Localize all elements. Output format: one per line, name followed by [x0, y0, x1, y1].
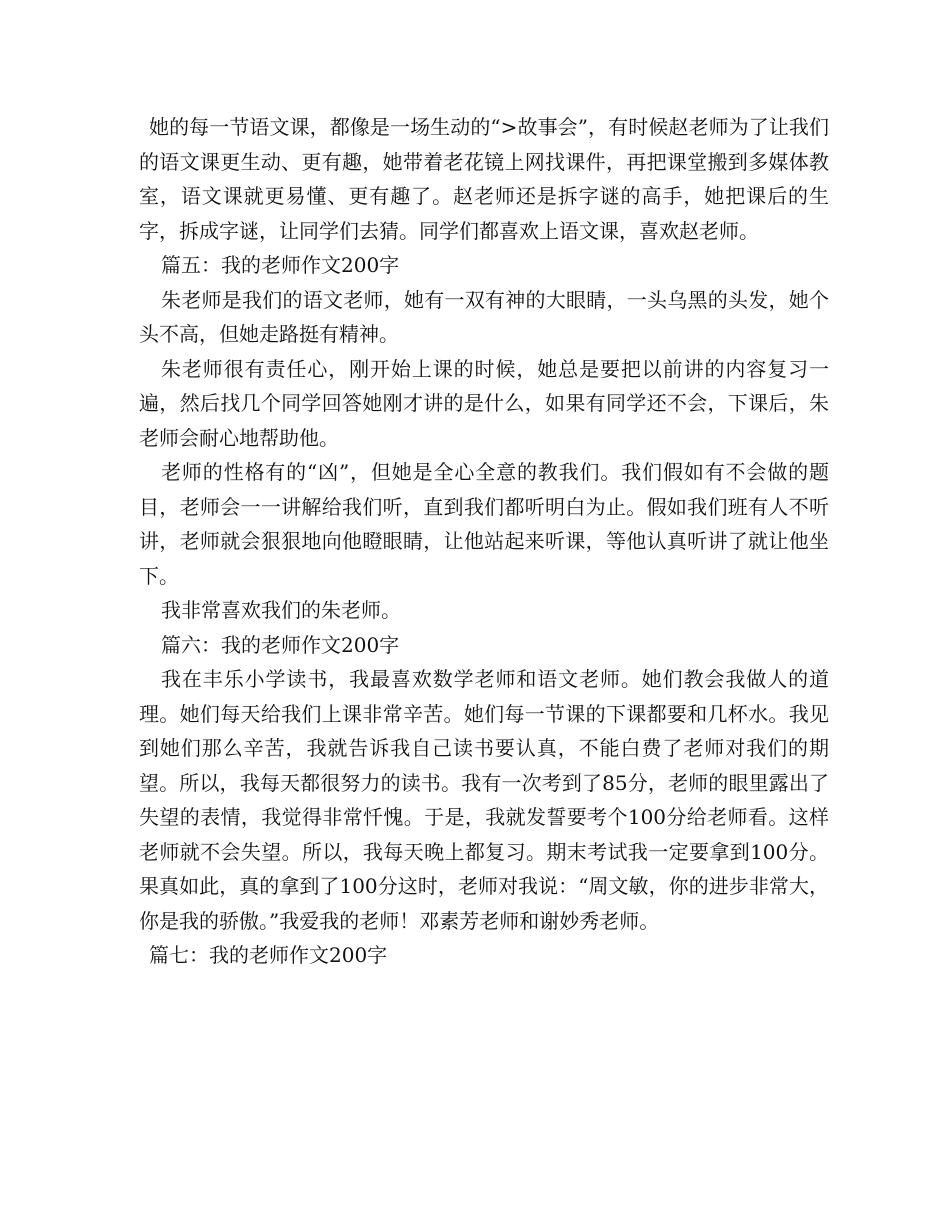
- paragraph-zhao-teacher: 她的每一节语文课，都像是一场生动的“>故事会”，有时候赵老师为了让我们的语文课更生动、更有趣，她带着老花镜上网找课件，再把课堂搬到多媒体教室，语文课就更易懂、更有趣了。赵老师还是拆字谜的高手，她把课后的生字，拆成字谜，让同学们去猜。同学们都喜欢上语文课，喜欢赵老师。: [139, 115, 829, 243]
- paragraph-fengle-school: 我在丰乐小学读书，我最喜欢数学老师和语文老师。她们教会我做人的道理。她们每天给我们上课非常辛苦。她们每一节课的下课都要和几杯水。我见到她们那么辛苦，我就告诉我自己读书要认真，不能白费了老师对我们的期望。所以，我每天都很努力的读书。我有一次考到了85分，老师的眼里露出了失望的表情，我觉得非常忏愧。于是，我就发誓要考个100分给老师看。这样老师就不会失望。所以，我每天晚上都复习。期末考试我一定要拿到100分。果真如此，真的拿到了100分这时，老师对我说：“周文敏，你的进步非常大，你是我的骄傲。”我爱我的老师！邓素芳老师和谢妙秀老师。: [139, 667, 829, 933]
- paragraph-zhu-teacher-responsibility: 朱老师很有责任心，刚开始上课的时候，她总是要把以前讲的内容复习一遍，然后找几个同学回答她刚才讲的是什么，如果有同学还不会，下课后，朱老师会耐心地帮助他。: [139, 356, 829, 450]
- heading-part-six: 篇六：我的老师作文200字: [161, 632, 400, 657]
- document-body: [139, 110, 829, 973]
- paragraph-zhu-teacher-intro: 朱老师是我们的语文老师，她有一双有神的大眼睛，一头乌黑的头发，她个头不高，但她走路挺有精神。: [139, 287, 829, 346]
- heading-part-five: 篇五：我的老师作文200字: [161, 253, 400, 277]
- heading-part-seven: 篇七：我的老师作文200字: [149, 943, 388, 967]
- paragraph-like-zhu-teacher: 我非常喜欢我们的朱老师。: [161, 598, 401, 622]
- paragraph-teacher-personality: 老师的性格有的“凶”，但她是全心全意的教我们。我们假如有不会做的题目，老师会一一讲解给我们听，直到我们都听明白为止。假如我们班有人不听讲，老师就会狠狠地向他瞪眼睛，让他站起来听课，等他认真听讲了就让他坐下。: [139, 460, 829, 588]
